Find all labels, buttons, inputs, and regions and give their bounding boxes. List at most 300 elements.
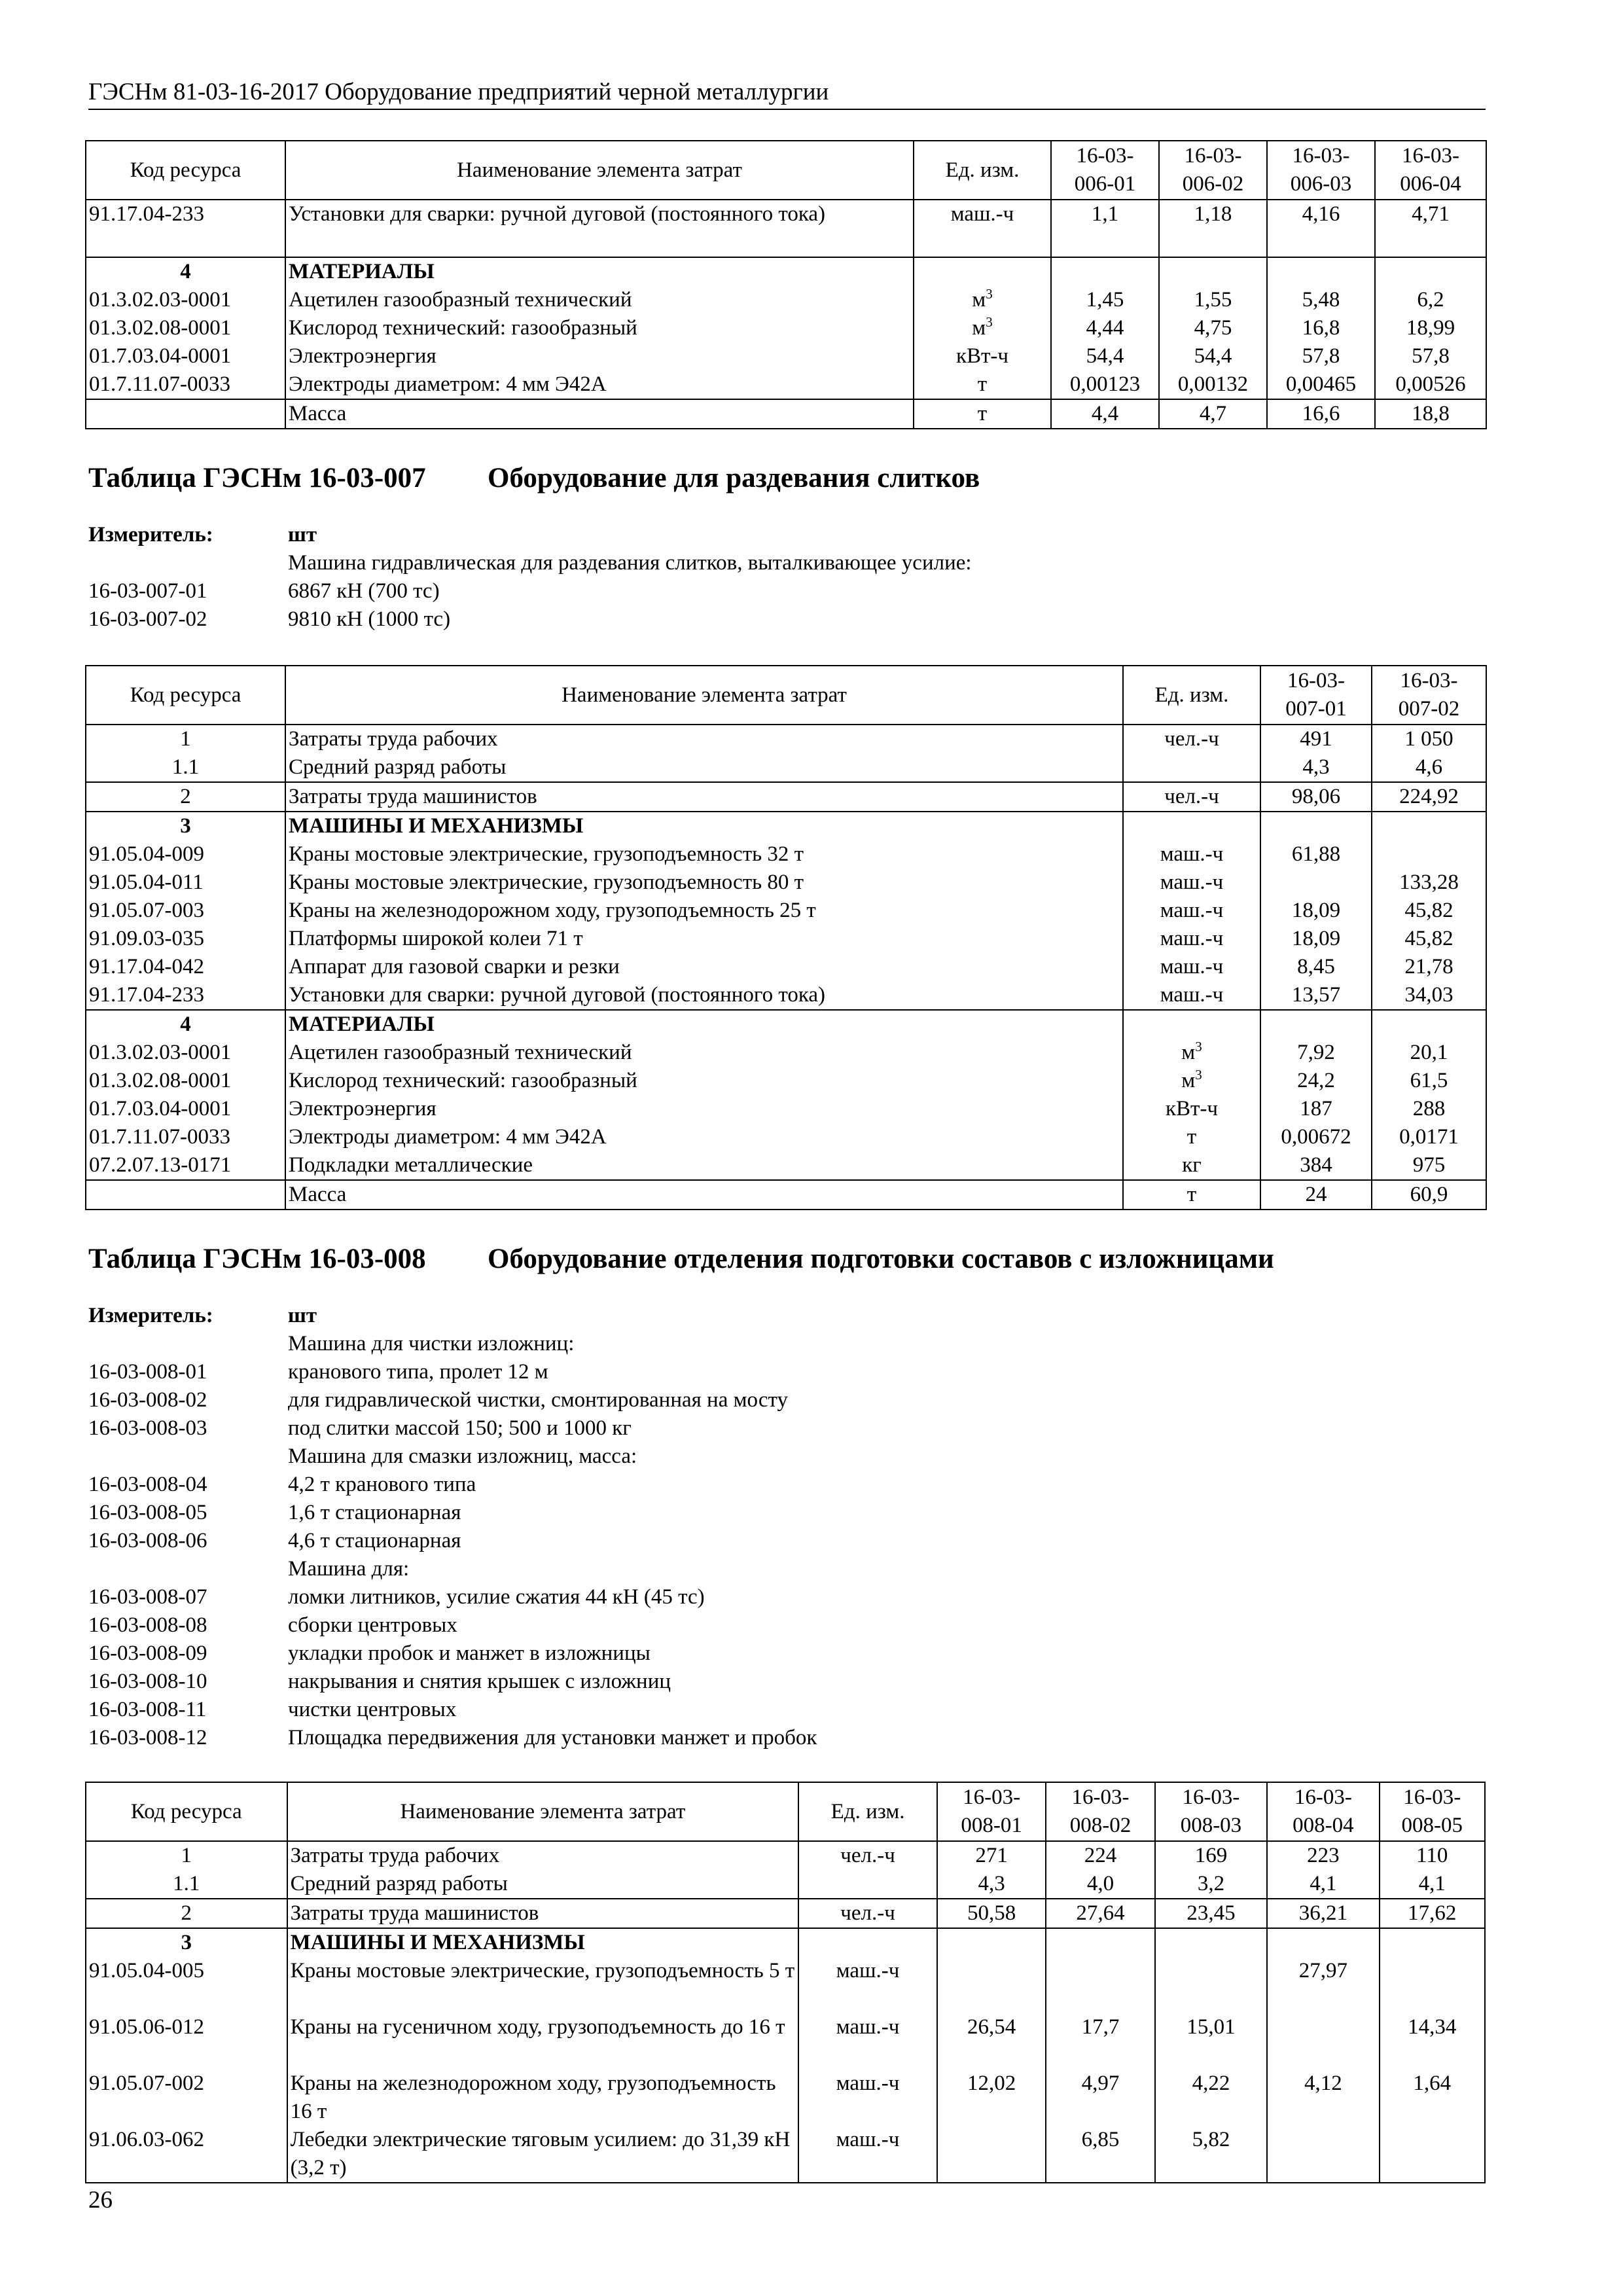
column-header-norm: 16-03- 008-03 bbox=[1155, 1782, 1267, 1841]
meter-row bbox=[88, 1302, 817, 1330]
norm-value: 133,28 bbox=[1372, 869, 1486, 897]
norm-value: 8,45 bbox=[1260, 953, 1372, 981]
superscript: 3 bbox=[1195, 1067, 1202, 1083]
resource-code: 91.17.04-233 bbox=[86, 200, 285, 257]
norm-value: 384 bbox=[1260, 1151, 1372, 1180]
norm-description: накрывания и снятия крышек с изложниц bbox=[288, 1670, 671, 1693]
table-row bbox=[86, 1123, 1486, 1151]
norm-code: 16-03-008-12 bbox=[88, 1726, 207, 1749]
norm-value: 21,78 bbox=[1372, 953, 1486, 981]
resource-code: 91.05.04-011 bbox=[86, 869, 285, 897]
resource-name: Средний разряд работы bbox=[287, 1870, 799, 1899]
resource-code: 01.7.11.07-0033 bbox=[86, 370, 285, 399]
resource-code: 01.3.02.08-0001 bbox=[86, 314, 285, 342]
table-title-16-03-007 bbox=[88, 461, 980, 495]
norm-value: 4,1 bbox=[1267, 1870, 1379, 1899]
norm-value: 34,03 bbox=[1372, 981, 1486, 1010]
norm-value: 27,97 bbox=[1267, 1957, 1379, 2013]
norm-line bbox=[88, 1414, 817, 1443]
norm-value: 4,1 bbox=[1380, 1870, 1485, 1899]
section-row bbox=[86, 1928, 1485, 1957]
table-row bbox=[86, 200, 1486, 257]
norm-line bbox=[88, 1386, 817, 1414]
norm-value: 54,4 bbox=[1159, 342, 1267, 370]
column-header-code: Код ресурса bbox=[86, 141, 285, 200]
meter-value: шт bbox=[288, 523, 317, 547]
resource-code: 01.3.02.03-0001 bbox=[86, 1039, 285, 1067]
norm-code: 16-03-008-01 bbox=[88, 1360, 207, 1384]
norm-value: 4,4 bbox=[1051, 399, 1159, 429]
norm-value: 45,82 bbox=[1372, 897, 1486, 925]
superscript: 3 bbox=[1195, 1039, 1202, 1054]
resource-code: 2 bbox=[86, 1899, 287, 1928]
unit: кг bbox=[1123, 1151, 1260, 1180]
resource-name: Затраты труда рабочих bbox=[285, 725, 1123, 753]
resource-code: 1 bbox=[86, 1841, 287, 1870]
column-header-norm: 16-03- 008-04 bbox=[1267, 1782, 1379, 1841]
norm-value: 1,18 bbox=[1159, 200, 1267, 257]
norm-value: 4,0 bbox=[1046, 1870, 1154, 1899]
norm-value bbox=[1372, 812, 1486, 840]
unit bbox=[1123, 1010, 1260, 1039]
resource-code: 1.1 bbox=[86, 1870, 287, 1899]
table-header-row bbox=[86, 666, 1486, 725]
running-header: ГЭСНм 81-03-16-2017 Оборудование предприятий черной металлургии bbox=[88, 77, 1486, 110]
norm-code: 16-03-008-09 bbox=[88, 1641, 207, 1665]
table-header-row bbox=[86, 141, 1486, 200]
norm-code: 16-03-008-07 bbox=[88, 1585, 207, 1609]
resource-name: Электроэнергия bbox=[285, 342, 914, 370]
norm-description: 1,6 т стационарная bbox=[288, 1501, 461, 1524]
resource-name: Электроды диаметром: 4 мм Э42А bbox=[285, 370, 914, 399]
resource-name: Масса bbox=[285, 1180, 1123, 1210]
table-row bbox=[86, 753, 1486, 782]
table-row bbox=[86, 370, 1486, 399]
norm-description: Площадка передвижения для установки манжет и пробок bbox=[288, 1726, 817, 1749]
norm-value: 4,22 bbox=[1155, 2070, 1267, 2126]
norm-code: 16-03-008-05 bbox=[88, 1501, 207, 1524]
norm-value bbox=[937, 2126, 1046, 2183]
section-row bbox=[86, 1010, 1486, 1039]
meter-label: Измеритель: bbox=[88, 523, 213, 547]
norm-code: 16-03-008-10 bbox=[88, 1670, 207, 1693]
norm-line bbox=[88, 1668, 817, 1696]
resource-name: Затраты труда машинистов bbox=[287, 1899, 799, 1928]
table-row bbox=[86, 1957, 1485, 2013]
resource-code: 01.3.02.08-0001 bbox=[86, 1067, 285, 1095]
norm-value: 975 bbox=[1372, 1151, 1486, 1180]
norm-value bbox=[1046, 1957, 1154, 2013]
table-code: Таблица ГЭСНм 16-03-007 bbox=[88, 463, 426, 493]
unit bbox=[1123, 753, 1260, 782]
unit: $м^3$ bbox=[914, 314, 1051, 342]
unit: маш.-ч bbox=[1123, 840, 1260, 869]
column-header-unit: Ед. изм. bbox=[798, 1782, 937, 1841]
norm-line bbox=[88, 1696, 817, 1724]
table-row bbox=[86, 2126, 1485, 2183]
resource-name: Платформы широкой колеи 71 т bbox=[285, 925, 1123, 953]
norm-value: 54,4 bbox=[1051, 342, 1159, 370]
table-row bbox=[86, 1151, 1486, 1180]
resource-code: 01.3.02.03-0001 bbox=[86, 286, 285, 314]
table-row bbox=[86, 1841, 1485, 1870]
section-title: МАШИНЫ И МЕХАНИЗМЫ bbox=[285, 812, 1123, 840]
norm-value bbox=[1267, 1928, 1379, 1957]
norm-value: 61,88 bbox=[1260, 840, 1372, 869]
norm-description: под слитки массой 150; 500 и 1000 кг bbox=[288, 1416, 632, 1440]
norm-line bbox=[88, 1443, 817, 1471]
norm-value: 491 bbox=[1260, 725, 1372, 753]
table-row bbox=[86, 1067, 1486, 1095]
norm-value: 15,01 bbox=[1155, 2013, 1267, 2070]
norm-value: 5,82 bbox=[1155, 2126, 1267, 2183]
column-header-norm: 16-03- 006-01 bbox=[1051, 141, 1159, 200]
unit: маш.-ч bbox=[1123, 953, 1260, 981]
resource-code: 2 bbox=[86, 782, 285, 812]
unit: чел.-ч bbox=[798, 1899, 937, 1928]
norm-value: 24 bbox=[1260, 1180, 1372, 1210]
norm-line bbox=[88, 1640, 817, 1668]
norm-value: 60,9 bbox=[1372, 1180, 1486, 1210]
norm-value: 0,00526 bbox=[1375, 370, 1486, 399]
norm-value bbox=[1267, 2126, 1379, 2183]
norm-value: 17,7 bbox=[1046, 2013, 1154, 2070]
norm-value: 17,62 bbox=[1380, 1899, 1485, 1928]
resource-name: Аппарат для газовой сварки и резки bbox=[285, 953, 1123, 981]
norm-value: 4,3 bbox=[1260, 753, 1372, 782]
unit bbox=[798, 1870, 937, 1899]
norm-value bbox=[1159, 257, 1267, 286]
norm-value bbox=[937, 1928, 1046, 1957]
table-row bbox=[86, 953, 1486, 981]
table-code: Таблица ГЭСНм 16-03-008 bbox=[88, 1244, 426, 1274]
norm-value: 1,64 bbox=[1380, 2070, 1485, 2126]
norm-line bbox=[88, 1330, 817, 1358]
section-title: МАТЕРИАЛЫ bbox=[285, 1010, 1123, 1039]
norm-line bbox=[88, 1527, 817, 1555]
resource-table-16-03-006 bbox=[85, 140, 1487, 429]
norm-value: 27,64 bbox=[1046, 1899, 1154, 1928]
norm-value: 4,6 bbox=[1372, 753, 1486, 782]
resource-name: Установки для сварки: ручной дуговой (постоянного тока) bbox=[285, 981, 1123, 1010]
norm-value bbox=[1380, 1957, 1485, 2013]
norm-value bbox=[1155, 1928, 1267, 1957]
norm-value: 187 bbox=[1260, 1095, 1372, 1123]
norm-value: 13,57 bbox=[1260, 981, 1372, 1010]
table-row bbox=[86, 1095, 1486, 1123]
table-title-16-03-008 bbox=[88, 1242, 1274, 1276]
unit: $м^3$ bbox=[1123, 1039, 1260, 1067]
column-header-code: Код ресурса bbox=[86, 1782, 287, 1841]
resource-code: 91.05.07-003 bbox=[86, 897, 285, 925]
unit bbox=[914, 257, 1051, 286]
column-header-norm: 16-03- 007-01 bbox=[1260, 666, 1372, 725]
unit: маш.-ч bbox=[914, 200, 1051, 257]
unit: чел.-ч bbox=[1123, 725, 1260, 753]
resource-name: Средний разряд работы bbox=[285, 753, 1123, 782]
column-header-unit: Ед. изм. bbox=[914, 141, 1051, 200]
norm-description: ломки литников, усилие сжатия 44 кН (45 тс) bbox=[288, 1585, 705, 1609]
norm-code bbox=[88, 549, 288, 577]
resource-name: Масса bbox=[285, 399, 914, 429]
norm-value: 0,00123 bbox=[1051, 370, 1159, 399]
norm-value bbox=[1260, 869, 1372, 897]
meter-label: Измеритель: bbox=[88, 1304, 213, 1327]
table-row bbox=[86, 1180, 1486, 1210]
column-header-norm: 16-03- 006-02 bbox=[1159, 141, 1267, 200]
meter-row bbox=[88, 521, 972, 549]
norm-description: Машина гидравлическая для раздевания слитков, выталкивающее усилие: bbox=[288, 551, 972, 575]
norm-code: 16-03-007-01 bbox=[88, 579, 207, 603]
unit: маш.-ч bbox=[798, 2126, 937, 2183]
norm-code: 16-03-008-02 bbox=[88, 1388, 207, 1412]
norm-value: 5,48 bbox=[1267, 286, 1375, 314]
resource-code: 91.06.03-062 bbox=[86, 2126, 287, 2183]
resource-code: 91.05.04-009 bbox=[86, 840, 285, 869]
norm-value: 169 bbox=[1155, 1841, 1267, 1870]
resource-name: Затраты труда рабочих bbox=[287, 1841, 799, 1870]
norm-code: 16-03-008-11 bbox=[88, 1698, 207, 1721]
unit: т bbox=[1123, 1180, 1260, 1210]
table-caption: Оборудование для раздевания слитков bbox=[488, 463, 980, 493]
resource-code: 91.05.04-005 bbox=[86, 1957, 287, 2013]
unit: маш.-ч bbox=[1123, 869, 1260, 897]
resource-code: 91.05.06-012 bbox=[86, 2013, 287, 2070]
norm-description: Машина для: bbox=[288, 1557, 410, 1581]
norm-value: 4,12 bbox=[1267, 2070, 1379, 2126]
section-row bbox=[86, 812, 1486, 840]
meter-block-16-03-007 bbox=[88, 521, 972, 634]
norm-value: 4,97 bbox=[1046, 2070, 1154, 2126]
norm-value bbox=[1260, 1010, 1372, 1039]
resource-code: 01.7.11.07-0033 bbox=[86, 1123, 285, 1151]
resource-name: Лебедки электрические тяговым усилием: до 31,39 кН (3,2 т) bbox=[287, 2126, 799, 2183]
resource-name: Ацетилен газообразный технический bbox=[285, 1039, 1123, 1067]
norm-value: 1 050 bbox=[1372, 725, 1486, 753]
table-row bbox=[86, 286, 1486, 314]
column-header-norm: 16-03- 008-05 bbox=[1380, 1782, 1485, 1841]
superscript: 3 bbox=[986, 286, 993, 302]
resource-code: 91.09.03-035 bbox=[86, 925, 285, 953]
unit: маш.-ч bbox=[798, 1957, 937, 2013]
norm-value: 20,1 bbox=[1372, 1039, 1486, 1067]
norm-value: 24,2 bbox=[1260, 1067, 1372, 1095]
norm-value: 98,06 bbox=[1260, 782, 1372, 812]
norm-code: 16-03-008-04 bbox=[88, 1473, 207, 1496]
norm-value bbox=[1372, 1010, 1486, 1039]
table-header-row bbox=[86, 1782, 1485, 1841]
norm-value bbox=[1051, 257, 1159, 286]
resource-name: Кислород технический: газообразный bbox=[285, 314, 914, 342]
resource-code bbox=[86, 399, 285, 429]
resource-name: Электроэнергия bbox=[285, 1095, 1123, 1123]
column-header-norm: 16-03- 007-02 bbox=[1372, 666, 1486, 725]
norm-description: укладки пробок и манжет в изложницы bbox=[288, 1641, 651, 1665]
resource-code: 3 bbox=[86, 1928, 287, 1957]
column-header-code: Код ресурса bbox=[86, 666, 285, 725]
norm-value: 4,44 bbox=[1051, 314, 1159, 342]
norm-description: для гидравлической чистки, смонтированная на мосту bbox=[288, 1388, 788, 1412]
superscript: 3 bbox=[986, 314, 993, 330]
norm-value bbox=[1267, 2013, 1379, 2070]
norm-code bbox=[88, 1443, 288, 1471]
column-header-norm: 16-03- 008-01 bbox=[937, 1782, 1046, 1841]
norm-value: 0,00132 bbox=[1159, 370, 1267, 399]
unit: т bbox=[1123, 1123, 1260, 1151]
resource-name: Краны на гусеничном ходу, грузоподъемность до 16 т bbox=[287, 2013, 799, 2070]
resource-code: 91.17.04-042 bbox=[86, 953, 285, 981]
norm-description: чистки центровых bbox=[288, 1698, 457, 1721]
norm-value: 1,1 bbox=[1051, 200, 1159, 257]
table-row bbox=[86, 725, 1486, 753]
norm-value: 110 bbox=[1380, 1841, 1485, 1870]
resource-name: Подкладки металлические bbox=[285, 1151, 1123, 1180]
meter-block-16-03-008 bbox=[88, 1302, 817, 1752]
norm-line bbox=[88, 605, 972, 634]
unit: маш.-ч bbox=[1123, 981, 1260, 1010]
column-header-name: Наименование элемента затрат bbox=[285, 141, 914, 200]
norm-value: 223 bbox=[1267, 1841, 1379, 1870]
norm-line bbox=[88, 577, 972, 605]
norm-value: 26,54 bbox=[937, 2013, 1046, 2070]
norm-value: 57,8 bbox=[1375, 342, 1486, 370]
norm-value: 1,55 bbox=[1159, 286, 1267, 314]
table-row bbox=[86, 981, 1486, 1010]
norm-line bbox=[88, 1583, 817, 1611]
resource-code: 4 bbox=[86, 257, 285, 286]
norm-value: 36,21 bbox=[1267, 1899, 1379, 1928]
norm-value bbox=[1375, 257, 1486, 286]
resource-name: Кислород технический: газообразный bbox=[285, 1067, 1123, 1095]
norm-description: 6867 кН (700 тс) bbox=[288, 579, 440, 603]
table-row bbox=[86, 1899, 1485, 1928]
column-header-unit: Ед. изм. bbox=[1123, 666, 1260, 725]
norm-code: 16-03-008-08 bbox=[88, 1613, 207, 1637]
column-header-norm: 16-03- 008-02 bbox=[1046, 1782, 1154, 1841]
norm-value: 4,75 bbox=[1159, 314, 1267, 342]
norm-value: 18,09 bbox=[1260, 925, 1372, 953]
table-row bbox=[86, 2013, 1485, 2070]
unit: т bbox=[914, 370, 1051, 399]
resource-name: Краны мостовые электрические, грузоподъемность 80 т bbox=[285, 869, 1123, 897]
norm-value: 61,5 bbox=[1372, 1067, 1486, 1095]
norm-line bbox=[88, 1611, 817, 1640]
unit: $м^3$ bbox=[914, 286, 1051, 314]
unit: $м^3$ bbox=[1123, 1067, 1260, 1095]
resource-table-16-03-007 bbox=[85, 665, 1487, 1210]
norm-value: 288 bbox=[1372, 1095, 1486, 1123]
norm-line bbox=[88, 1471, 817, 1499]
unit: кВт-ч bbox=[1123, 1095, 1260, 1123]
norm-value: 18,09 bbox=[1260, 897, 1372, 925]
table-row bbox=[86, 840, 1486, 869]
column-header-norm: 16-03- 006-04 bbox=[1375, 141, 1486, 200]
norm-line bbox=[88, 1724, 817, 1752]
norm-value: 6,85 bbox=[1046, 2126, 1154, 2183]
resource-code: 01.7.03.04-0001 bbox=[86, 1095, 285, 1123]
resource-table-16-03-008 bbox=[85, 1782, 1486, 2183]
norm-value: 16,8 bbox=[1267, 314, 1375, 342]
table-row bbox=[86, 925, 1486, 953]
norm-value bbox=[1380, 2126, 1485, 2183]
norm-value: 3,2 bbox=[1155, 1870, 1267, 1899]
resource-code bbox=[86, 1180, 285, 1210]
unit: чел.-ч bbox=[798, 1841, 937, 1870]
norm-value bbox=[937, 1957, 1046, 2013]
table-row bbox=[86, 869, 1486, 897]
meter-value: шт bbox=[288, 1304, 317, 1327]
table-row bbox=[86, 782, 1486, 812]
norm-code: 16-03-008-03 bbox=[88, 1416, 207, 1440]
section-title: МАТЕРИАЛЫ bbox=[285, 257, 914, 286]
norm-value: 224 bbox=[1046, 1841, 1154, 1870]
norm-description: Машина для смазки изложниц, масса: bbox=[288, 1444, 637, 1468]
table-row bbox=[86, 897, 1486, 925]
norm-code: 16-03-007-02 bbox=[88, 607, 207, 631]
unit: маш.-ч bbox=[798, 2070, 937, 2126]
norm-line bbox=[88, 1555, 817, 1583]
norm-value: 6,2 bbox=[1375, 286, 1486, 314]
norm-value: 57,8 bbox=[1267, 342, 1375, 370]
unit: чел.-ч bbox=[1123, 782, 1260, 812]
unit: маш.-ч bbox=[798, 2013, 937, 2070]
norm-value: 224,92 bbox=[1372, 782, 1486, 812]
norm-value: 16,6 bbox=[1267, 399, 1375, 429]
norm-value bbox=[1260, 812, 1372, 840]
norm-value: 45,82 bbox=[1372, 925, 1486, 953]
norm-value: 18,99 bbox=[1375, 314, 1486, 342]
norm-value: 7,92 bbox=[1260, 1039, 1372, 1067]
norm-value: 0,00465 bbox=[1267, 370, 1375, 399]
norm-description: кранового типа, пролет 12 м bbox=[288, 1360, 548, 1384]
section-row bbox=[86, 257, 1486, 286]
unit: маш.-ч bbox=[1123, 897, 1260, 925]
table-row bbox=[86, 2070, 1485, 2126]
norm-value: 271 bbox=[937, 1841, 1046, 1870]
unit: т bbox=[914, 399, 1051, 429]
table-row bbox=[86, 1039, 1486, 1067]
norm-value bbox=[1372, 840, 1486, 869]
norm-description: 9810 кН (1000 тс) bbox=[288, 607, 451, 631]
norm-code bbox=[88, 1555, 288, 1583]
table-row bbox=[86, 1870, 1485, 1899]
resource-code: 1 bbox=[86, 725, 285, 753]
norm-value: 50,58 bbox=[937, 1899, 1046, 1928]
table-row bbox=[86, 399, 1486, 429]
norm-line bbox=[88, 549, 972, 577]
section-title: МАШИНЫ И МЕХАНИЗМЫ bbox=[287, 1928, 799, 1957]
norm-value bbox=[1155, 1957, 1267, 2013]
table-row bbox=[86, 314, 1486, 342]
norm-value: 4,3 bbox=[937, 1870, 1046, 1899]
table-caption: Оборудование отделения подготовки составов с изложницами bbox=[488, 1244, 1274, 1274]
norm-value: 18,8 bbox=[1375, 399, 1486, 429]
norm-value bbox=[1267, 257, 1375, 286]
norm-value: 4,16 bbox=[1267, 200, 1375, 257]
resource-code: 4 bbox=[86, 1010, 285, 1039]
norm-code: 16-03-008-06 bbox=[88, 1529, 207, 1552]
resource-name: Ацетилен газообразный технический bbox=[285, 286, 914, 314]
norm-description: сборки центровых bbox=[288, 1613, 457, 1637]
norm-value: 0,00672 bbox=[1260, 1123, 1372, 1151]
norm-description: 4,2 т кранового типа bbox=[288, 1473, 476, 1496]
unit bbox=[798, 1928, 937, 1957]
resource-code: 07.2.07.13-0171 bbox=[86, 1151, 285, 1180]
table-row bbox=[86, 342, 1486, 370]
resource-code: 91.17.04-233 bbox=[86, 981, 285, 1010]
resource-name: Краны на железнодорожном ходу, грузоподъемность 16 т bbox=[287, 2070, 799, 2126]
resource-code: 01.7.03.04-0001 bbox=[86, 342, 285, 370]
